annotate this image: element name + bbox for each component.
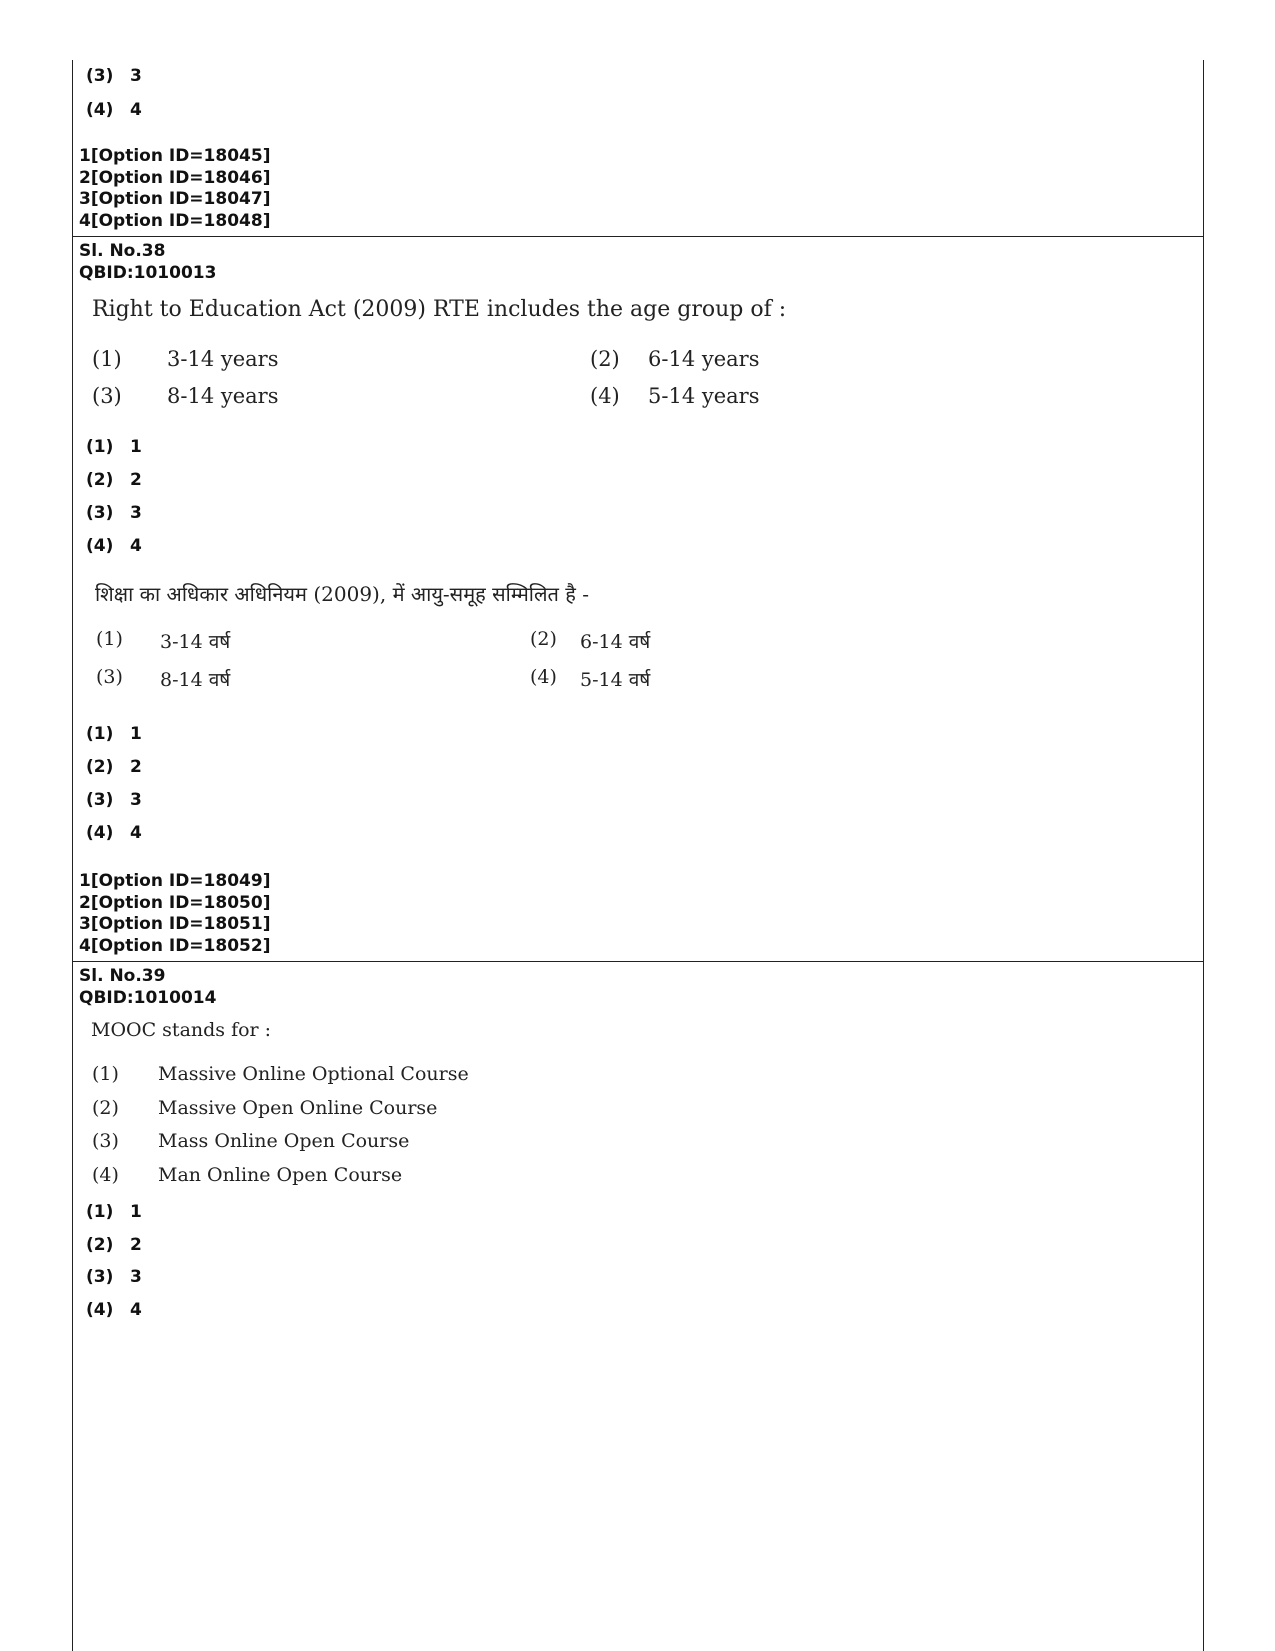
choice-text: 3-14 years: [167, 347, 279, 371]
option-id: 1[Option ID=18045]: [79, 146, 271, 166]
question-bank-id: QBID:1010013: [79, 262, 217, 283]
serial-number: Sl. No.39: [79, 966, 166, 986]
option-id: 4[Option ID=18048]: [79, 210, 271, 231]
option-id: 1[Option ID=18049]: [79, 871, 271, 891]
choice-text: 5-14 वर्ष: [580, 669, 651, 691]
section-divider: [72, 961, 1203, 962]
option-number: (2): [86, 470, 114, 490]
option-number: (3): [86, 503, 114, 523]
choice-text: 6-14 वर्ष: [580, 631, 651, 653]
option-value: 3: [130, 66, 142, 86]
option-value: 4: [130, 823, 142, 843]
option-id: 3[Option ID=18047]: [79, 189, 271, 209]
choice-text: 5-14 years: [648, 384, 760, 408]
option-value: 1: [130, 724, 142, 744]
choice-number: (1): [96, 628, 123, 650]
choice-number: (2): [590, 347, 620, 371]
option-value: 1: [130, 437, 142, 457]
answer-option: [86, 470, 142, 490]
answer-option: [86, 790, 142, 810]
option-value: 4: [130, 100, 142, 120]
question-text-english: Right to Education Act (2009) RTE includes the age group of :: [92, 297, 787, 322]
option-value: 1: [130, 1202, 142, 1222]
option-number: (4): [86, 536, 114, 556]
choice-text: Mass Online Open Course: [158, 1130, 410, 1152]
section-divider: [72, 236, 1203, 237]
choice-text: 8-14 वर्ष: [160, 669, 231, 691]
option-value: 3: [130, 1267, 142, 1287]
option-value: 2: [130, 757, 142, 777]
choice: [96, 666, 231, 691]
question-bank-id: QBID:1010014: [79, 987, 217, 1008]
answer-option: [86, 1202, 142, 1222]
answer-option: [86, 1300, 142, 1320]
choice: [92, 1164, 403, 1186]
answer-option: [86, 100, 142, 120]
choice-number: (3): [92, 1130, 119, 1152]
choice: [530, 666, 651, 691]
option-number: (3): [86, 790, 114, 810]
answer-option: [86, 1267, 142, 1287]
option-number: (1): [86, 724, 114, 744]
choice-text: Massive Online Optional Course: [158, 1063, 469, 1085]
option-id-list: [79, 871, 270, 957]
choice-number: (4): [530, 666, 557, 688]
answer-option: [86, 503, 142, 523]
option-value: 3: [130, 503, 142, 523]
choice: [590, 384, 760, 408]
option-number: (3): [86, 66, 114, 86]
choice: [92, 1130, 410, 1152]
option-id: 4[Option ID=18052]: [79, 935, 271, 956]
choice-number: (2): [92, 1097, 119, 1119]
option-value: 2: [130, 1235, 142, 1255]
choice-number: (4): [590, 384, 620, 408]
choice-number: (2): [530, 628, 557, 650]
choice-text: 3-14 वर्ष: [160, 631, 231, 653]
option-number: (3): [86, 1267, 114, 1287]
answer-option: [86, 724, 142, 744]
choice-number: (4): [92, 1164, 119, 1186]
option-value: 2: [130, 470, 142, 490]
choice: [92, 1097, 438, 1119]
choice-text: Man Online Open Course: [158, 1164, 403, 1186]
choice-text: Massive Open Online Course: [158, 1097, 438, 1119]
answer-option: [86, 437, 142, 457]
choice-text: 6-14 years: [648, 347, 760, 371]
answer-option: [86, 536, 142, 556]
choice: [92, 384, 279, 408]
option-number: (4): [86, 100, 114, 120]
option-id: 2[Option ID=18050]: [79, 892, 271, 913]
question-text-english: MOOC stands for :: [91, 1019, 272, 1041]
choice: [590, 347, 760, 371]
answer-option: [86, 1235, 142, 1255]
choice-number: (3): [96, 666, 123, 688]
option-number: (2): [86, 1235, 114, 1255]
choice-number: (1): [92, 347, 122, 371]
option-number: (4): [86, 823, 114, 843]
option-number: (2): [86, 757, 114, 777]
option-value: 4: [130, 536, 142, 556]
choice-text: 8-14 years: [167, 384, 279, 408]
question-header: [79, 966, 216, 1009]
serial-number: Sl. No.38: [79, 241, 166, 261]
choice: [96, 628, 231, 653]
answer-option: [86, 823, 142, 843]
choice: [530, 628, 651, 653]
answer-option: [86, 757, 142, 777]
question-header: [79, 241, 216, 284]
option-id: 2[Option ID=18046]: [79, 167, 271, 188]
option-value: 3: [130, 790, 142, 810]
choice: [92, 347, 279, 371]
choice: [92, 1063, 469, 1085]
option-number: (4): [86, 1300, 114, 1320]
option-id-list: [79, 146, 270, 232]
choice-number: (1): [92, 1063, 119, 1085]
option-number: (1): [86, 437, 114, 457]
option-id: 3[Option ID=18051]: [79, 914, 271, 934]
option-value: 4: [130, 1300, 142, 1320]
answer-option: [86, 66, 142, 86]
question-text-hindi: शिक्षा का अधिकार अधिनियम (2009), में आयु-समूह सम्मिलित है -: [95, 582, 590, 606]
choice-number: (3): [92, 384, 122, 408]
option-number: (1): [86, 1202, 114, 1222]
